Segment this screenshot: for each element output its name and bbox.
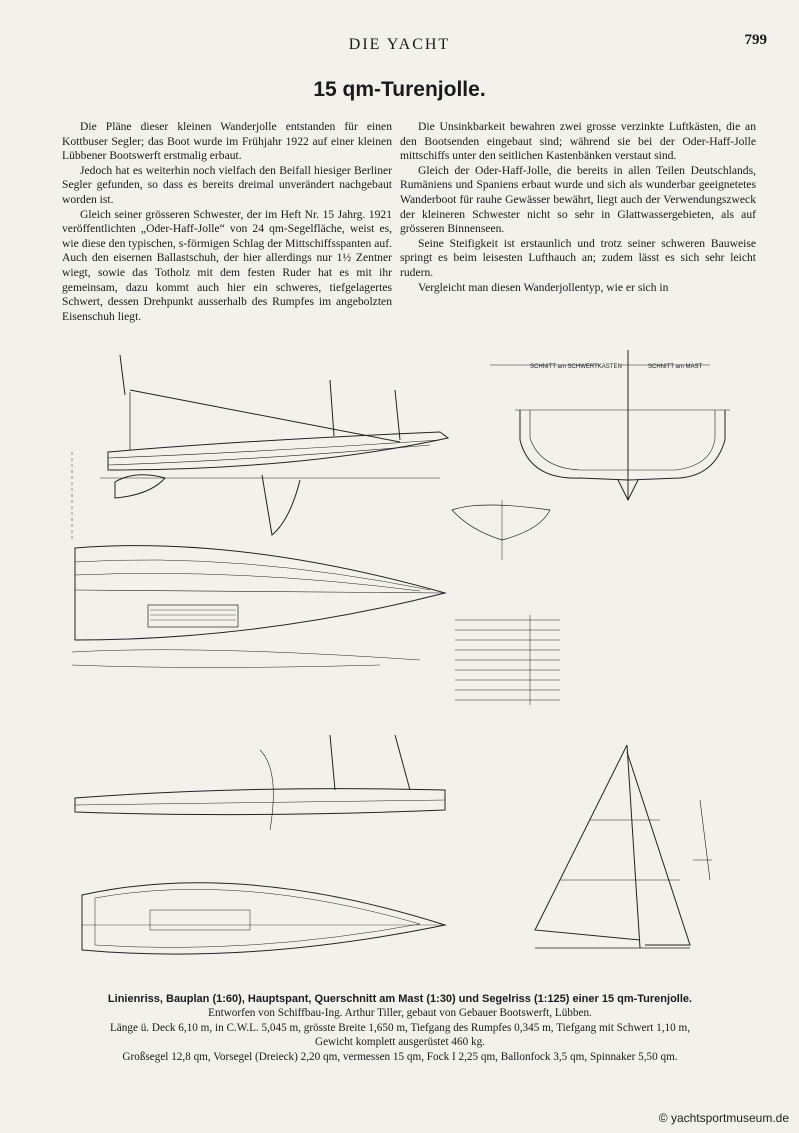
caption-dimensions: Länge ü. Deck 6,10 m, in C.W.L. 5,045 m, grösste Breite 1,650 m, Tiefgang des Rumpfes 0,345 m, Tiefgang mit Schwert 1,10 m,	[109, 1021, 691, 1034]
construction-plan	[75, 735, 445, 954]
caption-title: Linienriss, Bauplan (1:60), Hauptspant, Querschnitt am Mast (1:30) und Segelriss (1:125) einer 15 qm-Turenjolle.	[107, 993, 693, 1005]
caption-weight: Gewicht komplett ausgerüstet 460 kg.	[315, 1036, 485, 1049]
caption-designer: Entworfen von Schiffbau-Ing. Arthur Tiller, gebaut von Gebauer Bootswerft, Lübben.	[208, 1007, 592, 1020]
paragraph: Gleich seiner grösseren Schwester, der im Heft Nr. 15 Jahrg. 1921 veröffentlichten „Oder-Haff-Jolle“ von 24 qm-Segelfläche, weist es, wie diese den typischen, s-förmigen Schlag der Mittschiffsspanten auf. Auch den eisernen Ballastschuh, der hier allerdings nur 1½ Zentner wiegt, sowie das Totholz mit dem festen Ruder hat es mit ihr gemeinsam, dazu kommt auch hier ein schweres, tiefgelagertes Schwert, dessen Drehpunkt ausserhalb des Rumpfes im angebolzten Eisenschuh liegt.	[62, 207, 392, 323]
paragraph: Seine Steifigkeit ist erstaunlich und trotz seiner schweren Bauweise springt es beim leisesten Lufthauch an; zudem lässt es sich sehr leicht rudern.	[400, 236, 756, 279]
page-number: 799	[744, 32, 767, 48]
article-title: 15 qm-Turenjolle.	[313, 78, 486, 101]
section-label-keel-case: SCHNITT am SCHWERTKASTEN	[530, 364, 622, 370]
cross-section-drawing	[452, 350, 730, 560]
sail-plan	[535, 745, 712, 948]
lines-plan-profile	[72, 355, 448, 540]
paragraph: Die Unsinkbarkeit bewahren zwei grosse verzinkte Luftkästen, die an den Bootsenden eingebaut sind; während sie bei der Oder-Haff-Jolle mittschiffs unter den seitlichen Kastenbänken verstaut sind.	[400, 120, 756, 163]
paragraph: Vergleicht man diesen Wanderjollentyp, wie er sich in	[418, 280, 669, 294]
section-label-mast: SCHNITT am MAST	[648, 364, 703, 370]
paragraph: Die Pläne dieser kleinen Wanderjolle entstanden für einen Kottbuser Segler; das Boot wurde im Frühjahr 1922 auf einer kleinen Lübbener Bootswerft erstmalig erbaut.	[62, 120, 392, 163]
paragraph: Gleich der Oder-Haff-Jolle, die bereits in allen Teilen Deutschlands, Rumäniens und Spaniens erbaut wurde und sich als wunderbar geeignetetes Wanderboot für rauhe Gewässer bewährt, liegt auch der Verwendungszweck der kleineren Schwester nicht so sehr in Glattwassergebieten, als auf grösseren Binnenseen.	[400, 163, 756, 236]
journal-title: DIE YACHT	[348, 36, 451, 53]
figure-caption	[40, 992, 760, 1064]
paragraph: Jedoch hat es weiterhin noch vielfach den Beifall hiesiger Berliner Segler gefunden, so dass es bereits dreimal unverändert nachgebaut worden ist.	[62, 163, 392, 206]
caption-sail-areas: Großsegel 12,8 qm, Vorsegel (Dreieck) 2,20 qm, vermessen 15 qm, Fock I 2,25 qm, Ballonfock 3,5 qm, Spinnaker 5,50 qm.	[122, 1050, 678, 1063]
lines-plan-halfbreadth	[72, 546, 445, 668]
dimension-table	[455, 615, 560, 705]
watermark: © yachtsportmuseum.de	[658, 1111, 789, 1125]
